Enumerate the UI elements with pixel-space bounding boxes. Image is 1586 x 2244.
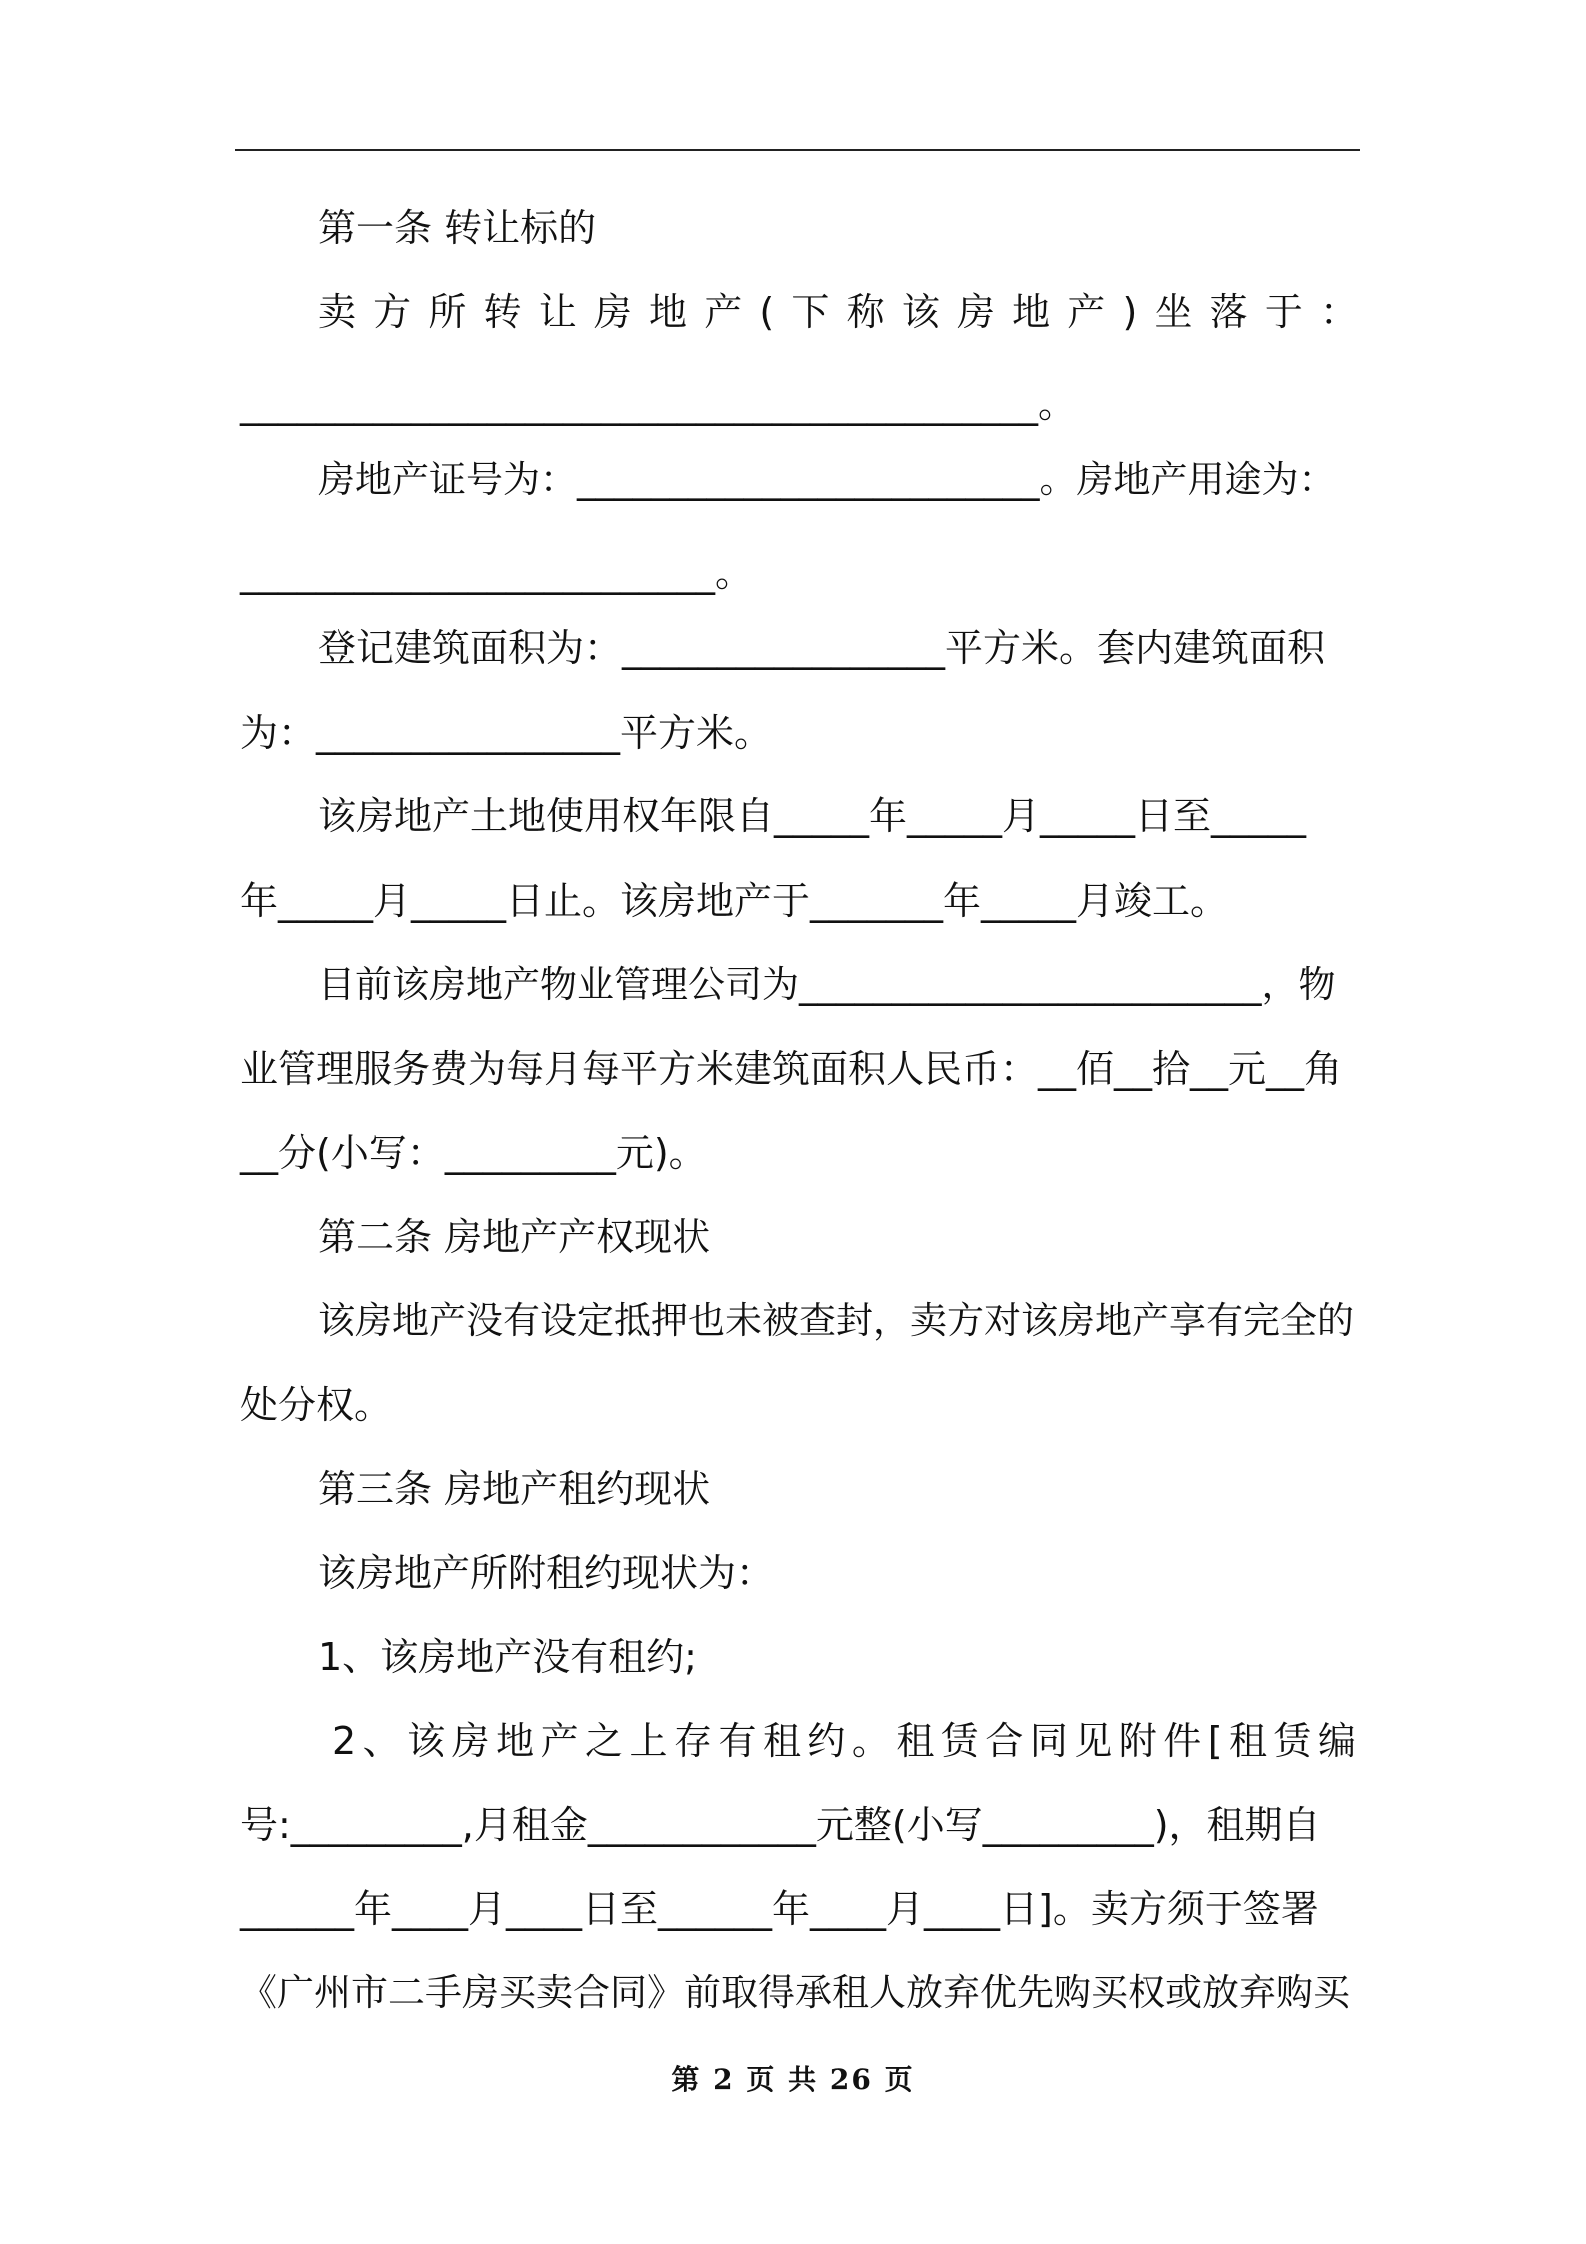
header-rule xyxy=(235,149,1360,151)
paragraph-line: 为：________________平方米。 xyxy=(240,711,773,755)
paragraph-line: __分(小写：_________元)。 xyxy=(240,1131,707,1175)
paragraph-line: 目前该房地产物业管理公司为_________________________，物 xyxy=(318,963,1336,1006)
paragraph-line: 号:_________,月租金____________元整(小写_________)，租期自 xyxy=(240,1803,1321,1847)
paragraph-line: 该房地产没有设定抵押也未被查封，卖方对该房地产享有完全的 xyxy=(318,1299,1354,1342)
article-3-heading: 第三条 房地产租约现状 xyxy=(318,1467,711,1511)
page-number-footer: 第 2 页 共 26 页 xyxy=(671,2063,915,2096)
paragraph-line: 该房地产所附租约现状为： xyxy=(318,1551,775,1595)
article-1-heading: 第一条 转让标的 xyxy=(318,206,597,250)
list-item: 2、该房地产之上存有租约。租赁合同见附件[租赁编 xyxy=(332,1719,1360,1763)
paragraph-line: 卖方所转让房地产(下称该房地产)坐落于： xyxy=(318,290,1360,334)
list-item: 1、该房地产没有租约; xyxy=(318,1635,697,1679)
paragraph-line: 该房地产土地使用权年限自_____年_____月_____日至_____ xyxy=(318,794,1307,838)
paragraph-line: 登记建筑面积为：_________________平方米。套内建筑面积 xyxy=(318,626,1326,670)
paragraph-line: _________________________。 xyxy=(240,551,754,595)
paragraph-line: 《广州市二手房买卖合同》前取得承租人放弃优先购买权或放弃购买 xyxy=(240,1971,1350,2014)
paragraph-line: 处分权。 xyxy=(240,1383,393,1427)
paragraph-line: 房地产证号为：_________________________。房地产用途为： xyxy=(318,458,1336,501)
paragraph-line: ______年____月____日至______年____月____日]。卖方须于签署 xyxy=(240,1887,1319,1931)
paragraph-line: 业管理服务费为每月每平方米建筑面积人民币：__佰__拾__元__角 xyxy=(240,1047,1343,1091)
paragraph-line: __________________________________________。 xyxy=(240,382,1077,426)
article-2-heading: 第二条 房地产产权现状 xyxy=(318,1215,711,1259)
paragraph-line: 年_____月_____日止。该房地产于_______年_____月竣工。 xyxy=(240,879,1229,923)
